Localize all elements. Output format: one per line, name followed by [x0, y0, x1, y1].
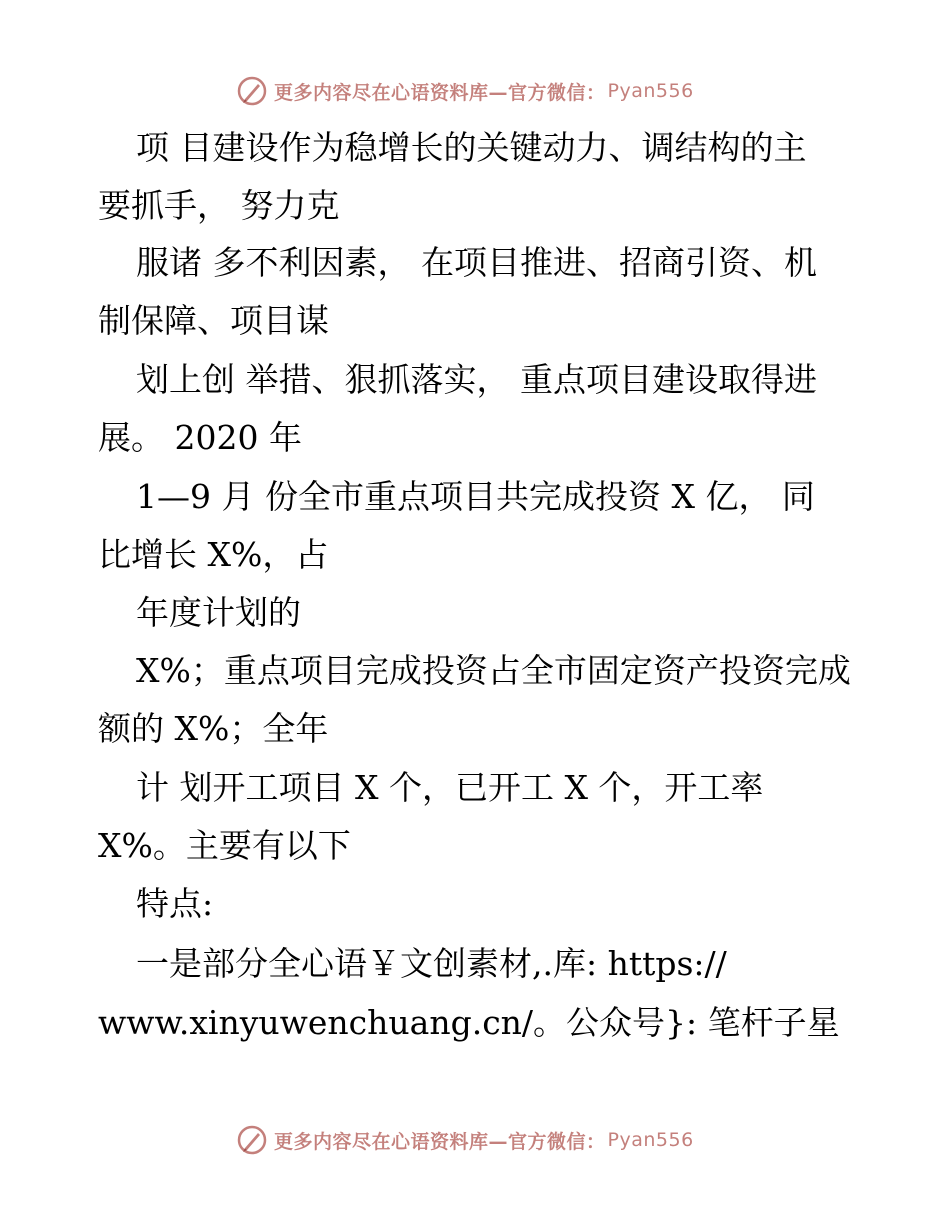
- body-line: X%。主要有以下: [98, 826, 351, 865]
- body-line: 计 划开工项目 X 个，已开工 X 个，开工率: [136, 768, 764, 807]
- quill-logo-icon: [236, 75, 268, 107]
- body-line: 额的 X%；全年: [98, 709, 329, 748]
- body-line: 年度计划的: [136, 593, 301, 632]
- body-line: 制保障、项目谋: [98, 301, 329, 340]
- quill-logo-icon: [236, 1124, 268, 1156]
- header-watermark: [236, 74, 694, 108]
- body-line: 特点:: [136, 884, 214, 923]
- body-line: 展。 2020 年: [98, 418, 302, 457]
- body-line: www.xinyuwenchuang.cn/。公众号}: 笔杆子星: [98, 1003, 840, 1042]
- watermark-wechat-id: Pyan556: [607, 1129, 694, 1151]
- body-line: 划上创 举措、狠抓落实， 重点项目建设取得进: [136, 360, 817, 399]
- body-line: X%；重点项目完成投资占全市固定资产投资完成: [136, 651, 851, 690]
- watermark-text: 更多内容尽在心语资料库—官方微信：: [274, 81, 606, 104]
- body-line: 服诸 多不利因素， 在项目推进、招商引资、机: [136, 243, 817, 282]
- body-line: 一是部分全心语￥文创素材,.库: https://: [136, 944, 727, 983]
- body-line: 要抓手， 努力克: [98, 186, 340, 225]
- watermark-text: 更多内容尽在心语资料库—官方微信：: [274, 1130, 606, 1153]
- body-line: 1—9 月 份全市重点项目共完成投资 X 亿， 同: [136, 477, 815, 516]
- body-line: 比增长 X%，占: [98, 535, 329, 574]
- body-line: 项 目建设作为稳增长的关键动力、调结构的主: [136, 128, 807, 167]
- watermark-wechat-id: Pyan556: [607, 80, 694, 102]
- footer-watermark: [236, 1123, 694, 1157]
